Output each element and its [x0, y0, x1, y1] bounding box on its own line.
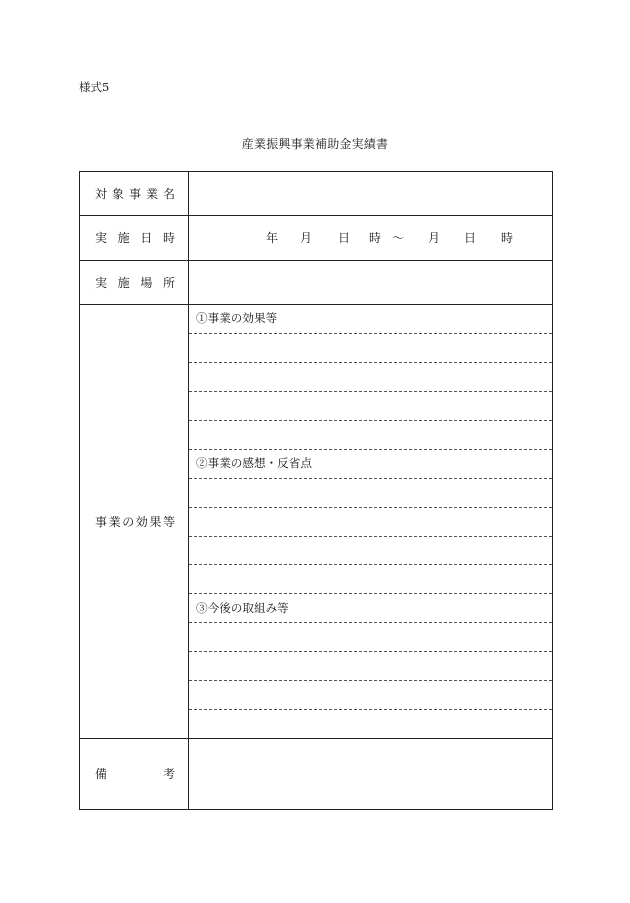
location-label-cell [80, 261, 189, 305]
project-name-label [95, 188, 175, 200]
label-character: 実 [95, 231, 108, 245]
label-character: 備 [95, 767, 108, 781]
label-character: 日 [140, 231, 153, 245]
project-name-label-cell [80, 172, 189, 216]
form-number: 様式5 [79, 80, 110, 94]
writing-line [189, 392, 552, 421]
label-character: 業 [108, 514, 121, 529]
label-character: 考 [162, 767, 175, 781]
label-character: 施 [117, 275, 130, 290]
project-name-value-cell [189, 172, 552, 216]
start-day-unit: 日 [338, 231, 351, 245]
range-separator: ～ [392, 231, 405, 245]
writing-line [189, 681, 552, 710]
start-hour-unit: 時 [369, 231, 382, 245]
label-character: 実 [95, 275, 108, 290]
writing-line [189, 334, 552, 363]
date-time-label-cell [80, 216, 189, 261]
remarks-label-cell [80, 739, 189, 809]
writing-line [189, 565, 552, 594]
date-time-label [95, 232, 175, 244]
end-hour-unit: 時 [501, 231, 514, 245]
label-character: 効 [135, 514, 148, 529]
section-heading-reflections: ②事業の感想・反省点 [189, 450, 552, 479]
writing-line [189, 421, 552, 450]
document-title: 産業振興事業補助金実績書 [241, 137, 389, 151]
report-form-table [79, 171, 553, 810]
label-character: 時 [162, 231, 175, 245]
section-heading-future-efforts: ③今後の取組み等 [189, 594, 552, 623]
effects-label-cell [80, 305, 189, 739]
writing-line [189, 363, 552, 392]
label-character: 事 [95, 514, 108, 529]
effects-label [95, 516, 175, 528]
label-character: の [122, 514, 135, 529]
start-year-unit: 年 [266, 231, 279, 245]
effects-writing-area [189, 305, 552, 739]
end-day-unit: 日 [464, 231, 477, 245]
writing-line [189, 537, 552, 566]
label-character: 事 [128, 186, 141, 201]
section-heading-effects: ①事業の効果等 [189, 305, 552, 334]
label-character: 果 [149, 514, 162, 529]
label-character: 業 [145, 186, 158, 201]
end-month-unit: 月 [428, 231, 441, 245]
remarks-label [95, 768, 175, 780]
date-time-value-cell [189, 216, 552, 261]
location-value-cell [189, 261, 552, 305]
label-character: 等 [162, 514, 175, 529]
writing-line [189, 508, 552, 537]
label-character: 所 [162, 275, 175, 290]
writing-line [189, 710, 552, 738]
writing-line [189, 479, 552, 508]
start-month-unit: 月 [300, 231, 313, 245]
label-character: 名 [162, 186, 175, 201]
writing-line [189, 623, 552, 652]
writing-line [189, 652, 552, 681]
location-label [95, 277, 175, 289]
label-character: 施 [117, 231, 130, 245]
remarks-value-cell [189, 739, 552, 809]
label-character: 象 [111, 186, 124, 201]
label-character: 対 [95, 186, 108, 201]
label-character: 場 [140, 275, 153, 290]
